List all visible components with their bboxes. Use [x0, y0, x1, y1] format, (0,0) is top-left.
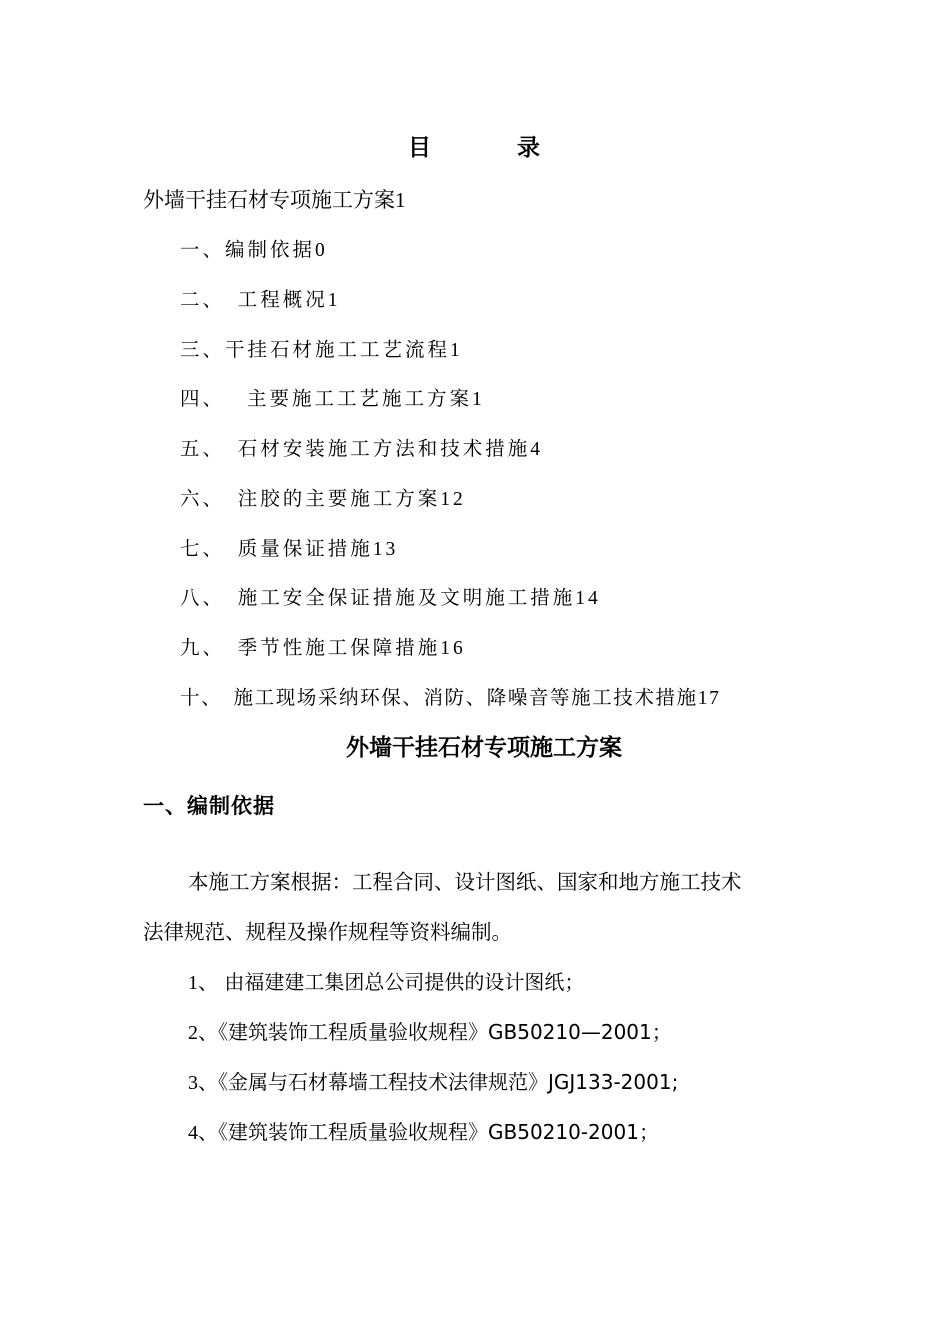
toc-item-page: 1: [450, 340, 463, 361]
list-item: [188, 968, 584, 997]
toc-item-label: 九、 季节性施工保障措施: [180, 636, 441, 659]
toc-item-page: 16: [440, 638, 466, 659]
list-item-text: 《金属与石材幕墙工程技术法律规范》JGJ133-2001;: [218, 1070, 679, 1094]
toc-item[interactable]: [180, 385, 485, 414]
list-item: [188, 1118, 659, 1147]
list-item-text: 《建筑装饰工程质量验收规程》GB50210-2001；: [218, 1120, 659, 1144]
toc-item-label: 四、 主要施工工艺施工方案: [180, 387, 472, 410]
toc-title: [408, 134, 540, 162]
list-item-text: 由福建建工集团总公司提供的设计图纸；: [218, 970, 585, 994]
toc-item-page: 14: [575, 588, 601, 609]
toc-main-page: 1: [395, 188, 406, 212]
intro-paragraph-line: 法律规范、规程及操作规程等资料编制。: [143, 920, 512, 944]
toc-item-label: 七、 质量保证措施: [180, 537, 373, 560]
toc-main-entry[interactable]: [143, 186, 406, 214]
list-item-text: 《建筑装饰工程质量验收规程》GB50210—2001；: [218, 1020, 672, 1044]
toc-item-label: 五、 石材安装施工方法和技术措施: [180, 437, 531, 460]
toc-item[interactable]: [180, 584, 601, 613]
intro-paragraph-line: 本施工方案根据：工程合同、设计图纸、国家和地方施工技术: [188, 870, 742, 894]
toc-item-label: 八、 施工安全保证措施及文明施工措施: [180, 586, 576, 609]
toc-item-page: 13: [372, 539, 399, 560]
section-heading: 一、编制依据: [143, 794, 275, 818]
list-item: [188, 1068, 678, 1097]
toc-item-page: 1: [327, 290, 341, 311]
toc-title-left: 目: [408, 135, 431, 161]
toc-item[interactable]: [180, 634, 466, 663]
toc-item-label: 十、 施工现场采纳环保、消防、降噪音等施工技术措施: [180, 686, 698, 709]
list-item-number: 1、: [188, 972, 218, 994]
toc-title-right: 录: [517, 135, 540, 161]
toc-item-label: 六、 注胶的主要施工方案: [180, 487, 441, 510]
toc-item[interactable]: [180, 435, 543, 464]
toc-main-label: 外墙干挂石材专项施工方案: [143, 188, 395, 212]
toc-item-page: 4: [530, 439, 544, 460]
toc-item-page: 1: [471, 389, 485, 410]
toc-item[interactable]: [180, 236, 328, 265]
document-title: 外墙干挂石材专项施工方案: [346, 735, 622, 761]
toc-item-page: 17: [697, 688, 721, 709]
list-item-number: 3、: [188, 1072, 218, 1094]
toc-item[interactable]: [180, 684, 720, 713]
list-item: [188, 1018, 672, 1047]
toc-item-label: 三、干挂石材施工工艺流程: [180, 338, 451, 361]
toc-item[interactable]: [180, 535, 398, 564]
list-item-number: 2、: [188, 1022, 218, 1044]
toc-item-page: 12: [440, 489, 466, 510]
toc-item-label: 二、 工程概况: [180, 288, 328, 311]
toc-item[interactable]: [180, 485, 466, 514]
toc-item[interactable]: [180, 336, 463, 365]
toc-item-label: 一、编制依据: [180, 238, 316, 261]
list-item-number: 4、: [188, 1122, 218, 1144]
toc-item[interactable]: [180, 286, 341, 315]
toc-item-page: 0: [315, 240, 328, 261]
